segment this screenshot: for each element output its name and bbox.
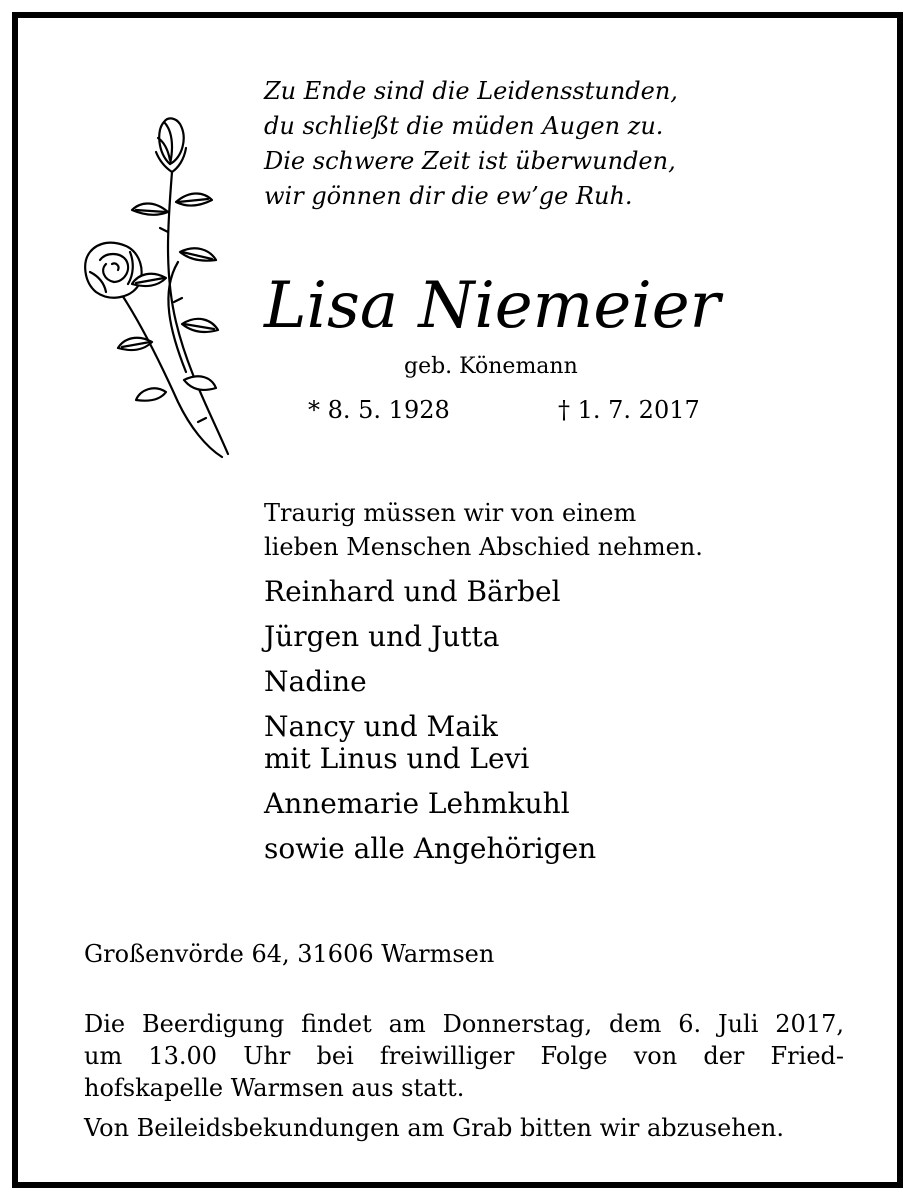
mourner-name: Reinhard und Bärbel [264,575,561,608]
funeral-text-line: hofskapelle Warmsen aus statt. [84,1074,465,1102]
funeral-info [84,1008,844,1104]
death-date: † 1. 7. 2017 [558,396,700,424]
address: Großenvörde 64, 31606 Warmsen [84,940,495,968]
maiden-name: geb. Könemann [404,354,578,379]
mourner-entry [264,621,703,653]
poem [264,74,678,214]
funeral-text-line: Die Beerdigung findet am Donnerstag, dem 6. Juli 2017, [84,1010,844,1038]
mourner-entry [264,833,703,865]
rose-illustration-icon [60,102,230,462]
mourner-entry [264,711,703,775]
mourning-text-line: Traurig müssen wir von einem [264,499,637,527]
mourner-name: Annemarie Lehmkuhl [264,787,570,820]
mourner-entry [264,788,703,820]
mourning-section [264,496,703,865]
obituary-notice [12,12,903,1188]
poem-line: du schließt die müden Augen zu. [264,112,664,140]
deceased-name: Lisa Niemeier [264,269,721,343]
mourners-list [264,576,703,865]
poem-line: wir gönnen dir die ew’ge Ruh. [264,182,633,210]
mourner-name: Jürgen und Jutta [264,620,500,653]
mourner-name: Nadine [264,665,367,698]
funeral-text-line: um 13.00 Uhr bei freiwilliger Folge von der Fried- [84,1042,844,1070]
poem-line: Zu Ende sind die Leidensstunden, [264,77,678,105]
mourner-entry [264,666,703,698]
condolence-note: Von Beileidsbekundungen am Grab bitten wir abzusehen. [84,1114,784,1142]
poem-line: Die schwere Zeit ist überwunden, [264,147,676,175]
mourner-name: mit Linus und Levi [264,742,530,775]
mourner-name: sowie alle Angehörigen [264,832,597,865]
mourner-name: Nancy und Maik [264,710,498,743]
mourning-text-line: lieben Menschen Abschied nehmen. [264,533,703,561]
birth-date: * 8. 5. 1928 [308,396,450,424]
mourner-entry [264,576,703,608]
